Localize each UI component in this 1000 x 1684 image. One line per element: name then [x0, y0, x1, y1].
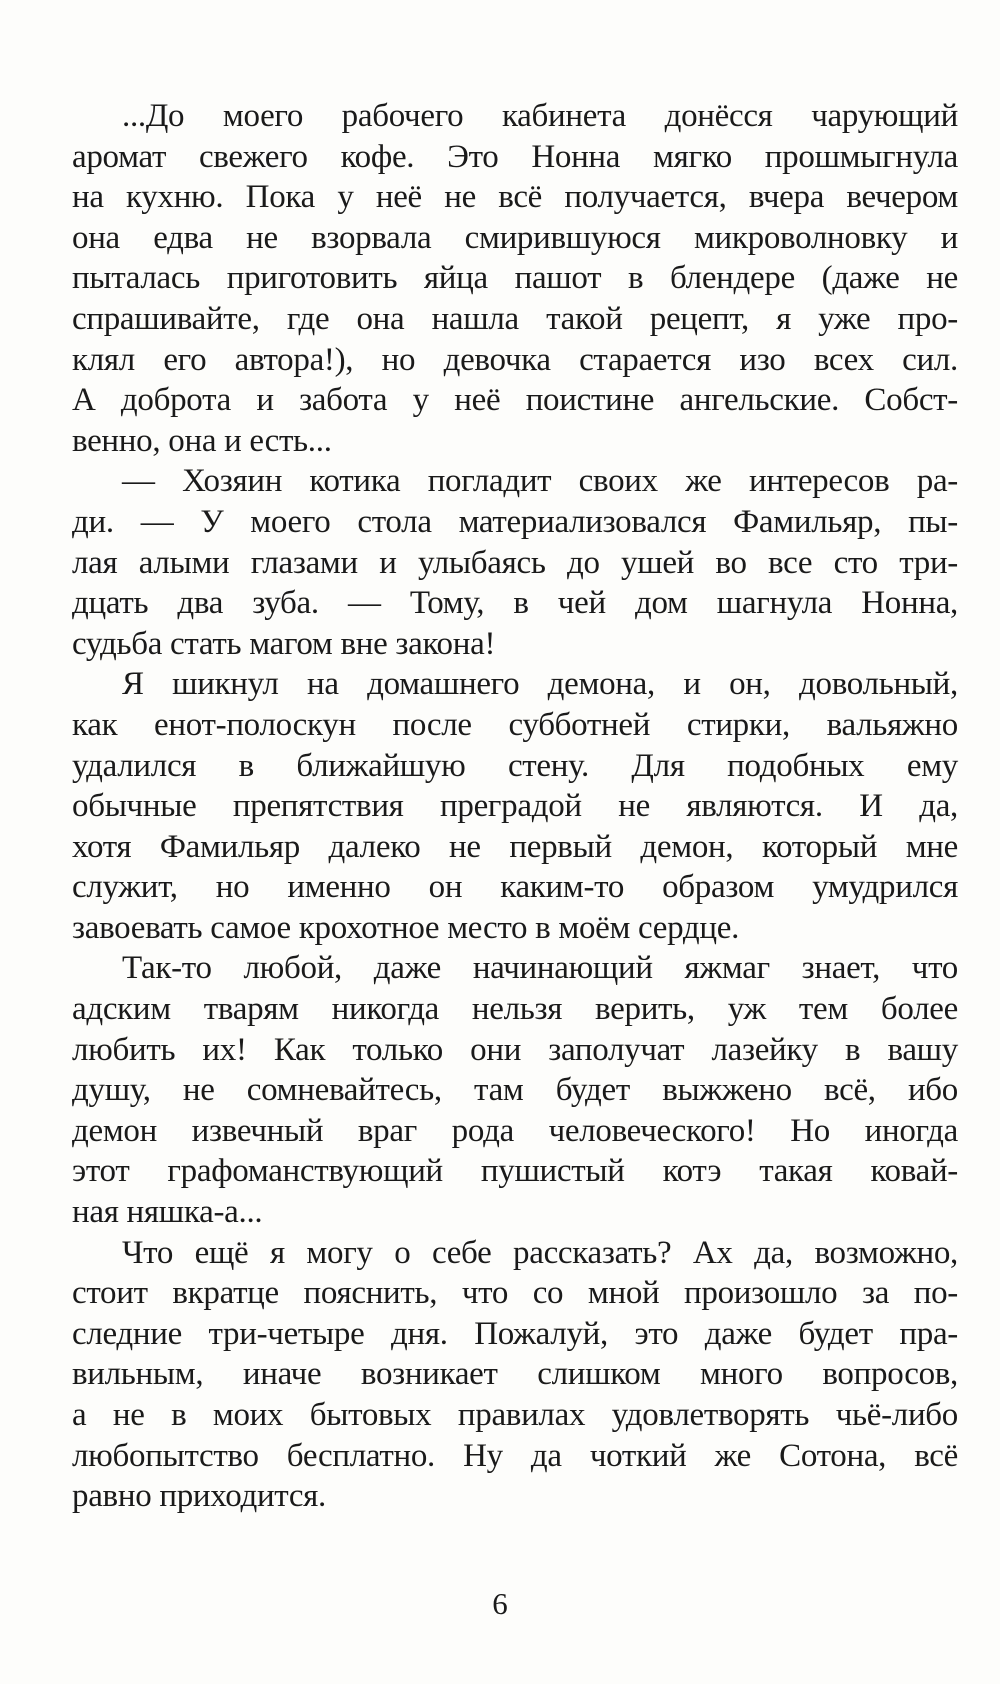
text-line: любопытство бесплатно. Ну да чоткий же Сотона, всё	[72, 1437, 958, 1474]
text-line: на кухню. Пока у неё не всё получается, вчера вечером	[72, 179, 958, 216]
body-text	[72, 96, 958, 1517]
paragraph-5	[72, 1233, 958, 1517]
text-line: Что ещё я могу о себе рассказать? Ах да, возможно,	[122, 1234, 958, 1271]
text-line: лая алыми глазами и улыбаясь до ушей во все сто три-	[72, 544, 958, 581]
page-number: 6	[492, 1586, 508, 1621]
text-line: дцать два зуба. — Тому, в чей дом шагнула Нонна,	[72, 585, 958, 622]
text-line: Я шикнул на домашнего демона, и он, довольный,	[122, 666, 958, 703]
text-line: пыталась приготовить яйца пашот в блендере (даже не	[72, 260, 958, 297]
text-line: адским тварям никогда нельзя верить, уж тем более	[72, 991, 958, 1028]
text-line: — Хозяин котика погладит своих же интересов ра-	[122, 463, 958, 500]
text-line: хотя Фамильяр далеко не первый демон, который мне	[72, 828, 958, 865]
text-line: удалился в ближайшую стену. Для подобных ему	[72, 747, 958, 784]
paragraph-4	[72, 948, 958, 1232]
text-line: как енот-полоскун после субботней стирки, вальяжно	[72, 706, 958, 743]
text-line: завоевать самое крохотное место в моём сердце.	[72, 909, 740, 946]
text-line: судьба стать магом вне закона!	[72, 625, 496, 662]
text-line: она едва не взорвала смирившуюся микроволновку и	[72, 219, 958, 256]
text-line: этот графоманствующий пушистый котэ такая ковай-	[72, 1153, 958, 1190]
text-line: венно, она и есть...	[72, 422, 332, 459]
text-line: ...До моего рабочего кабинета донёсся чарующий	[122, 98, 958, 134]
text-line: служит, но именно он каким-то образом умудрился	[72, 869, 958, 906]
text-line: ди. — У моего стола материализовался Фамильяр, пы-	[72, 503, 958, 540]
text-line: Так-то любой, даже начинающий яжмаг знает, что	[122, 950, 958, 987]
text-line: вильным, иначе возникает слишком много вопросов,	[72, 1356, 958, 1393]
text-line: обычные препятствия преградой не являются. И да,	[72, 788, 958, 825]
text-line: демон извечный враг рода человеческого! Но иногда	[72, 1112, 958, 1149]
paragraph-3	[72, 664, 958, 948]
paragraph-2	[72, 461, 958, 664]
text-line: стоит вкратце пояснить, что со мной произошло за по-	[72, 1275, 958, 1312]
text-line: ная няшка-а...	[72, 1194, 263, 1231]
text-line: А доброта и забота у неё поистине ангельские. Собст-	[72, 382, 958, 419]
text-line: равно приходится.	[72, 1478, 327, 1515]
text-line: любить их! Как только они заполучат лазейку в вашу	[72, 1031, 958, 1068]
text-line: клял его автора!), но девочка старается изо всех сил.	[72, 341, 958, 378]
text-line: спрашивайте, где она нашла такой рецепт, я уже про-	[72, 300, 958, 337]
text-line: следние три-четыре дня. Пожалуй, это даже будет пра-	[72, 1315, 958, 1352]
paragraph-1	[72, 96, 958, 461]
text-line: аромат свежего кофе. Это Нонна мягко прошмыгнула	[72, 138, 958, 175]
text-line: душу, не сомневайтесь, там будет выжжено всё, ибо	[72, 1072, 958, 1109]
text-line: а не в моих бытовых правилах удовлетворять чьё-либо	[72, 1397, 958, 1433]
